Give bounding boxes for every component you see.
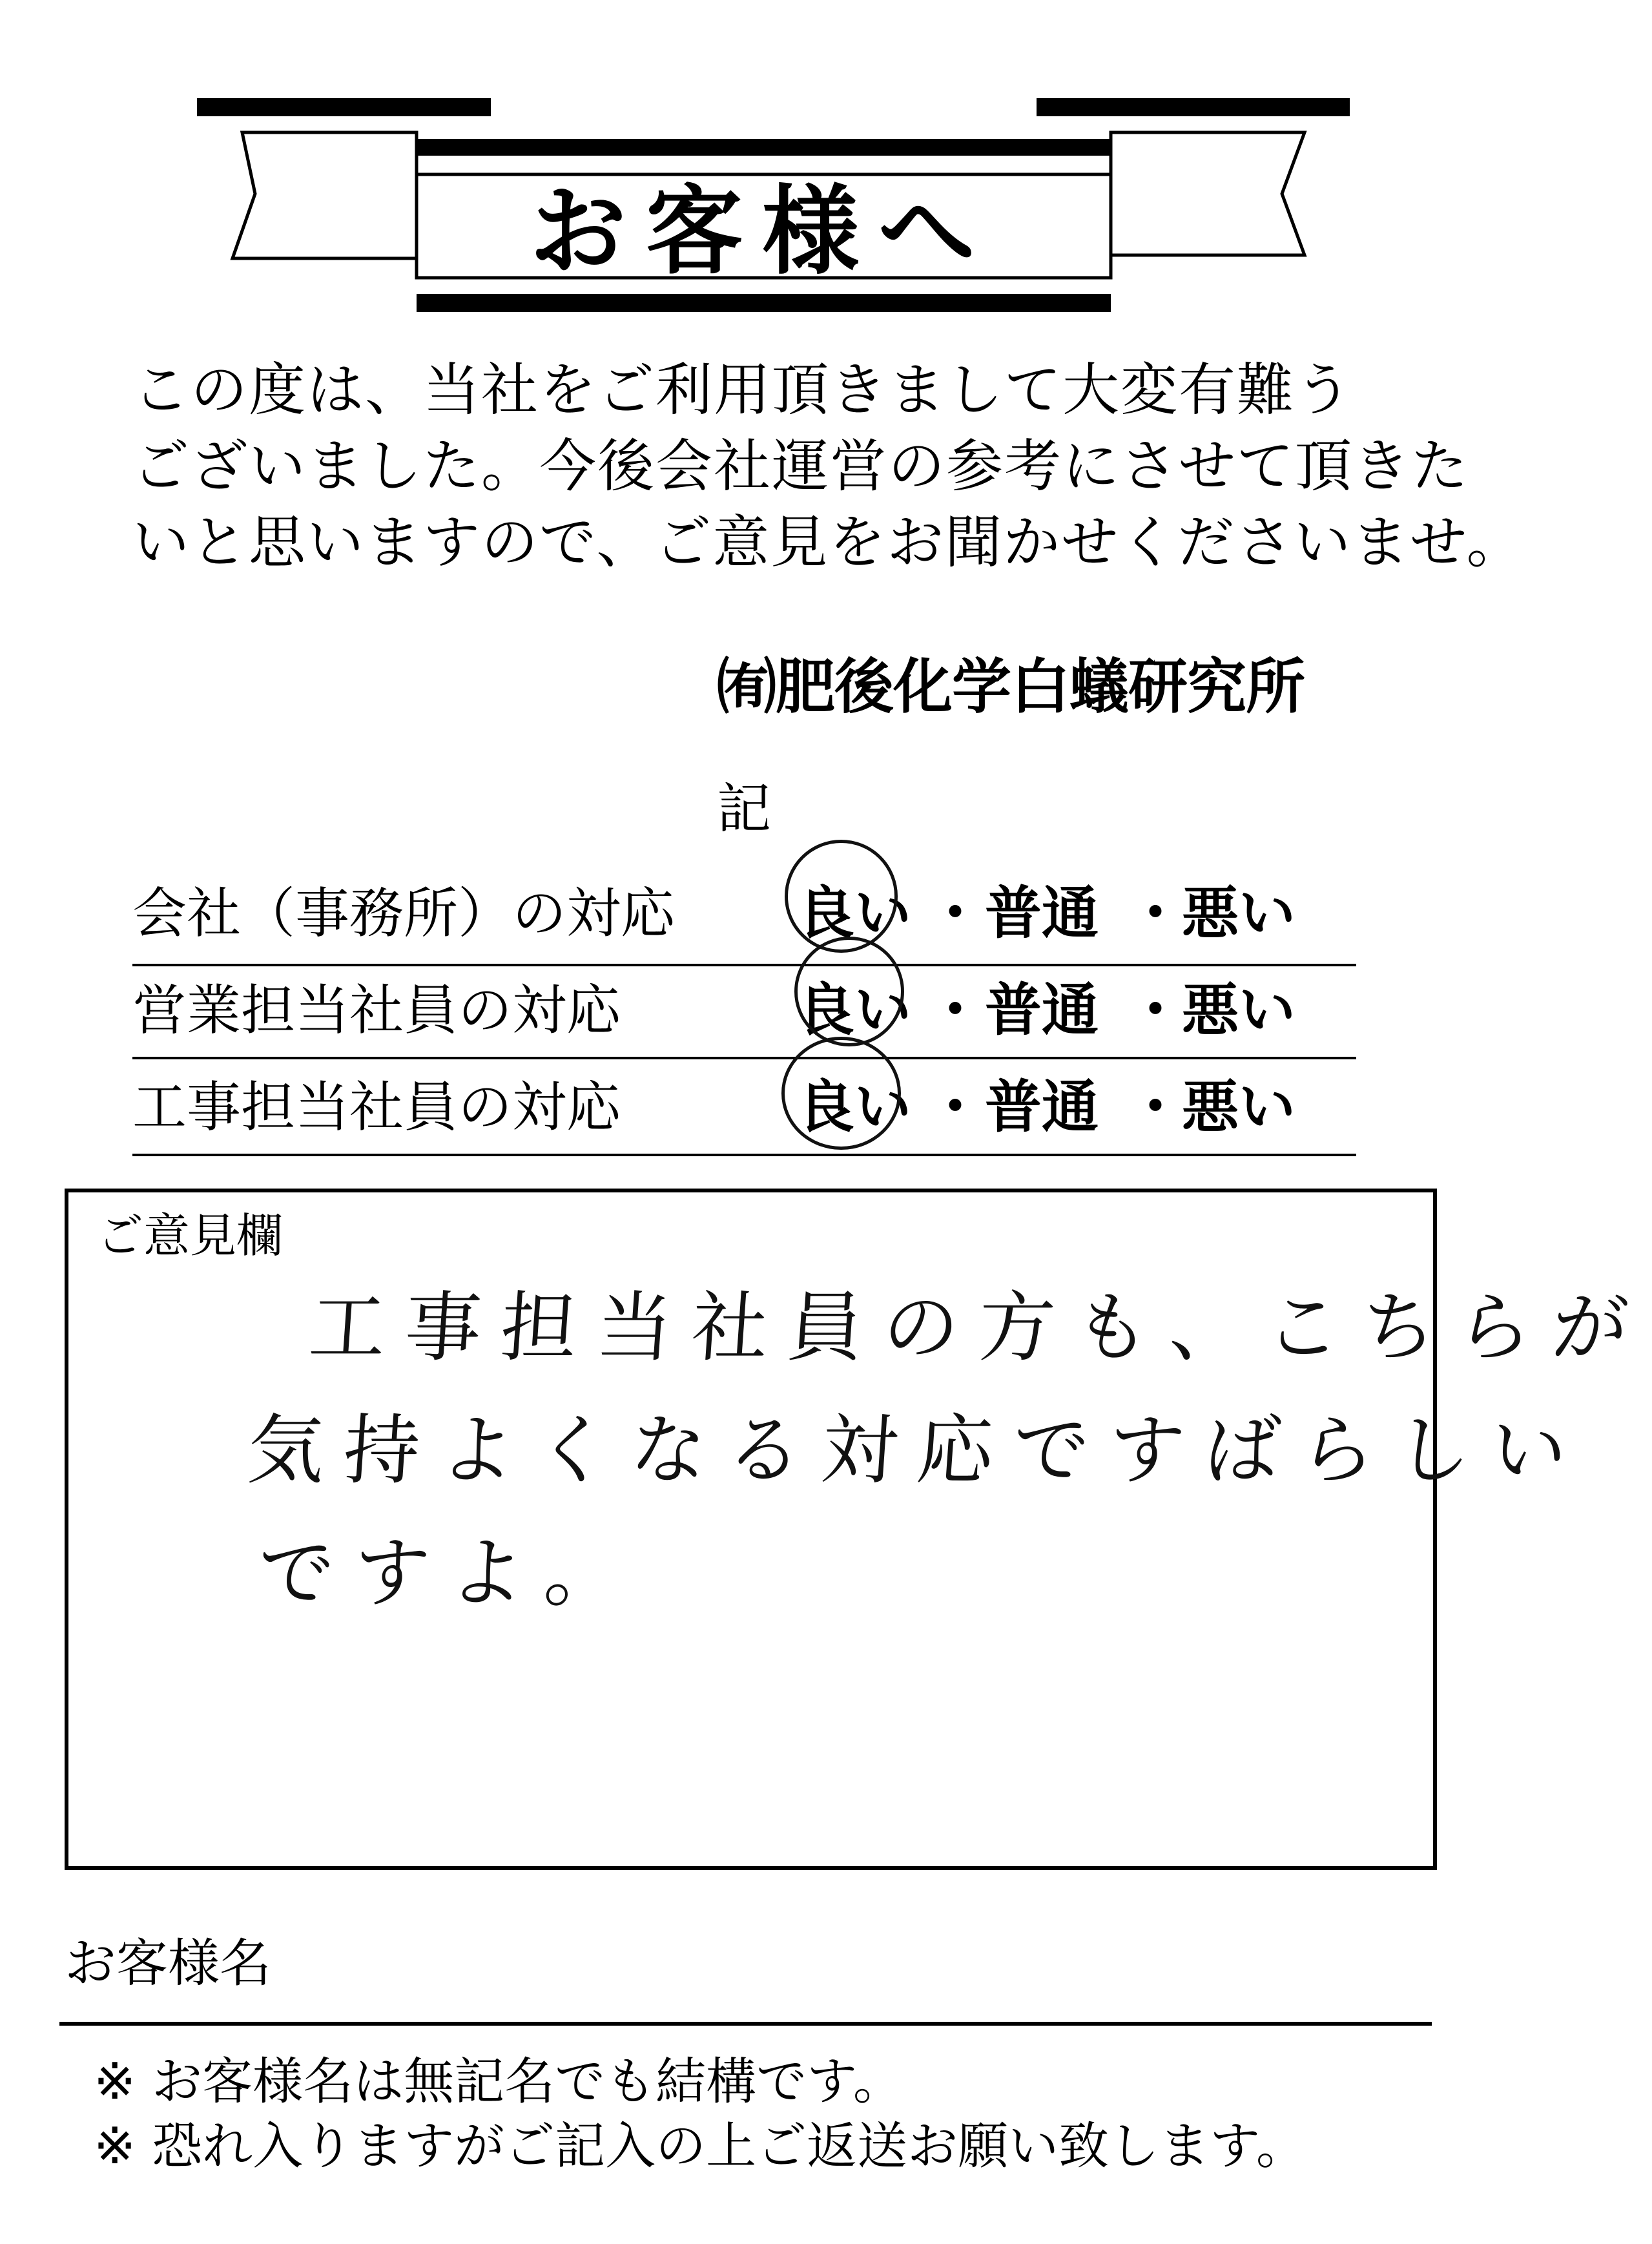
- option-good[interactable]: 良い: [798, 977, 912, 1043]
- selection-circle-mark: [781, 1037, 901, 1150]
- footer-note: ※ お客様名は無記名でも結構です。: [94, 2053, 903, 2111]
- option-normal[interactable]: 普通: [985, 977, 1099, 1043]
- survey-row-label: 工事担当社員の対応: [132, 1075, 621, 1139]
- survey-row-label: 会社（事務所）の対応: [132, 882, 676, 945]
- customer-name-field[interactable]: [336, 1922, 1427, 2012]
- handwritten-comment-line: 気持よくなる対応ですばらしい: [245, 1406, 1590, 1495]
- customer-name-label: お客様名: [65, 1933, 271, 1993]
- option-normal[interactable]: 普通: [985, 880, 1099, 946]
- row-divider: [132, 1154, 1356, 1156]
- option-separator: ・: [1127, 1074, 1184, 1140]
- option-separator: ・: [927, 880, 984, 946]
- option-separator: ・: [1127, 880, 1184, 946]
- selection-circle-mark: [785, 840, 898, 953]
- option-good[interactable]: 良い: [798, 880, 912, 946]
- survey-row-construction: [132, 1059, 1356, 1156]
- company-name: ㈲肥後化学白蟻研究所: [717, 652, 1305, 722]
- option-normal[interactable]: 普通: [985, 1074, 1099, 1140]
- option-bad[interactable]: 悪い: [1182, 977, 1296, 1043]
- option-separator: ・: [1127, 977, 1184, 1043]
- intro-line: ございました。今後会社運営の参考にさせて頂きた: [132, 433, 1470, 499]
- intro-line: いと思いますので、ご意見をお聞かせくださいませ。: [132, 509, 1525, 576]
- intro-message: [132, 352, 1525, 581]
- survey-row-office: [132, 866, 1356, 962]
- selection-circle-mark: [794, 937, 904, 1046]
- option-separator: ・: [927, 1074, 984, 1140]
- option-good[interactable]: 良い: [798, 1074, 912, 1140]
- comment-label: ご意見欄: [97, 1209, 284, 1263]
- ki-heading: 記: [717, 777, 772, 840]
- survey-row-label: 営業担当社員の対応: [132, 979, 621, 1042]
- option-separator: ・: [927, 977, 984, 1043]
- survey-row-sales: [132, 962, 1356, 1059]
- option-bad[interactable]: 悪い: [1182, 1074, 1296, 1140]
- footer-note: ※ 恐れ入りますがご記入の上ご返送お願い致します。: [94, 2117, 1306, 2176]
- customer-name-underline: [59, 2022, 1432, 2026]
- option-bad[interactable]: 悪い: [1182, 880, 1296, 946]
- page-title: お客様へ: [529, 174, 995, 288]
- intro-line: この度は、当社をご利用頂きまして大変有難う: [132, 357, 1354, 423]
- handwritten-comment-line: ですよ。: [254, 1528, 644, 1617]
- handwritten-comment-line: 工事担当社員の方も、こちらが: [306, 1283, 1651, 1372]
